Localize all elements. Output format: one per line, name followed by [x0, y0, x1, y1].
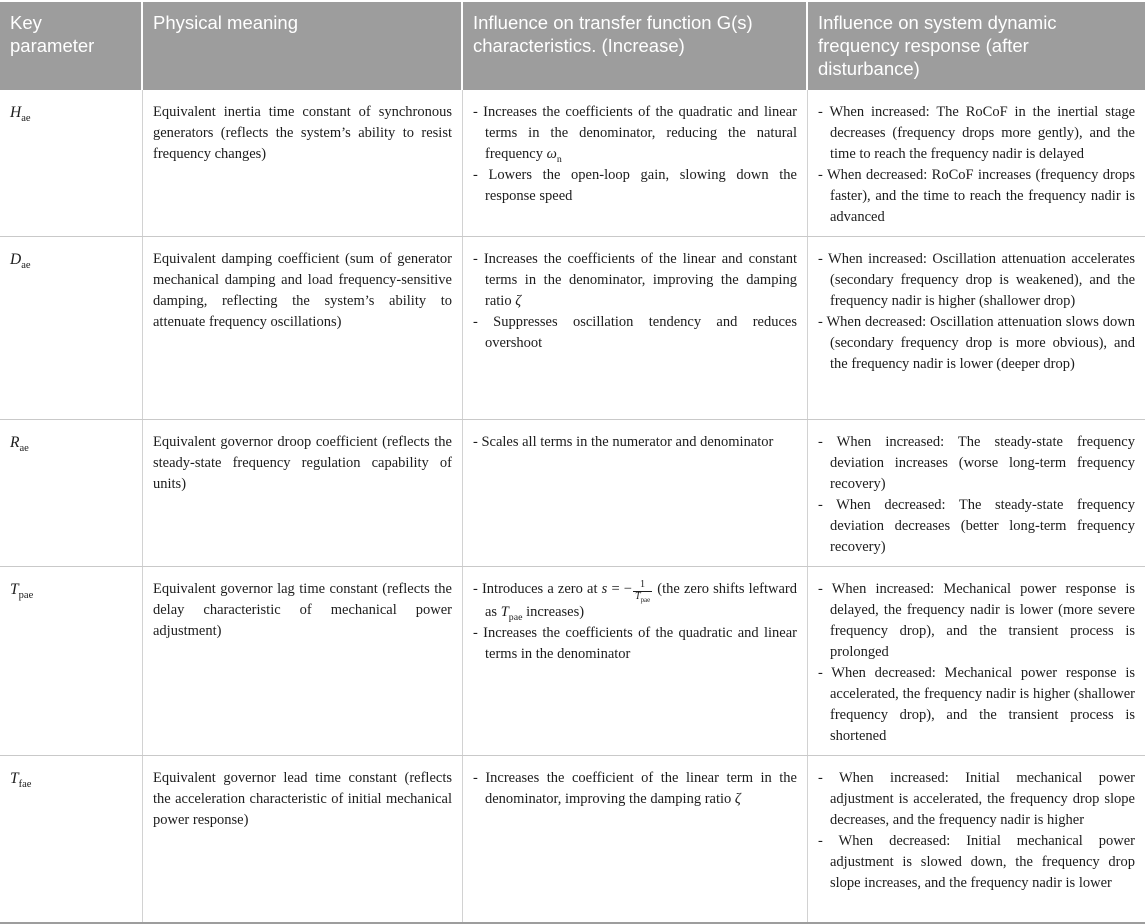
param-cell	[0, 567, 143, 755]
table-row-hae	[0, 90, 1145, 237]
parameter-table	[0, 2, 1145, 924]
bullet-item: - When decreased: The steady-state frequency deviation decreases (better long-term frequency recovery)	[818, 497, 1135, 555]
bullet-item: - When decreased: Mechanical power response is accelerated, the frequency nadir is higher (shallower frequency drop), and the transient process is shortened	[818, 665, 1135, 744]
response-cell	[808, 237, 1145, 419]
response-cell	[808, 567, 1145, 755]
meaning-cell: Equivalent damping coefficient (sum of generator mechanical damping and load frequency-sensitive damping, reflecting the system’s ability to attenuate frequency oscillations)	[143, 237, 463, 419]
param-cell	[0, 756, 143, 922]
transfer-cell	[463, 237, 808, 419]
response-cell	[808, 90, 1145, 236]
table-row-tfae	[0, 756, 1145, 922]
table-header-row	[0, 2, 1145, 90]
header-physical-meaning: Physical meaning	[143, 2, 463, 90]
bullet-item: - Lowers the open-loop gain, slowing down the response speed	[473, 167, 797, 204]
bullet-item: - Increases the coefficients of the quadratic and linear terms in the denominator	[473, 625, 797, 663]
table-body	[0, 90, 1145, 924]
meaning-cell: Equivalent inertia time constant of synchronous generators (reflects the system’s ability to resist frequency changes)	[143, 90, 463, 236]
bullet-item: - When increased: Initial mechanical power adjustment is accelerated, the frequency drop slope decreases, and the frequency nadir is higher	[818, 770, 1135, 828]
header-key-parameter: Key parameter	[0, 2, 143, 90]
bullet-item: - Scales all terms in the numerator and denominator	[473, 434, 774, 450]
bullet-item: - When increased: Mechanical power response is delayed, the frequency nadir is lower (more severe frequency drop), and the transient process is prolonged	[818, 581, 1135, 660]
meaning-cell: Equivalent governor lead time constant (reflects the acceleration characteristic of initial mechanical power response)	[143, 756, 463, 922]
bullet-item: - Increases the coefficients of the quadratic and linear terms in the denominator, reducing the natural frequency $\omega_n$	[473, 104, 797, 165]
bullet-item: - Suppresses oscillation tendency and reduces overshoot	[473, 314, 797, 351]
bullet-item: - When increased: The steady-state frequency deviation increases (worse long-term frequency recovery)	[818, 434, 1135, 492]
param-label: $D_{ae}$	[10, 251, 31, 272]
header-transfer-function-influence: Influence on transfer function G(s) characteristics. (Increase)	[463, 2, 808, 90]
table-row-rae	[0, 420, 1145, 567]
bullet-item: - Increases the coefficient of the linear term in the denominator, improving the damping ratio ζ	[473, 770, 797, 807]
table-row-dae	[0, 237, 1145, 420]
param-cell	[0, 237, 143, 419]
param-cell	[0, 90, 143, 236]
transfer-cell	[463, 90, 808, 236]
param-label: $T_{pae}$	[10, 581, 34, 602]
header-frequency-response-influence: Influence on system dynamic frequency response (after disturbance)	[808, 2, 1145, 90]
bullet-item: - When decreased: RoCoF increases (frequency drops faster), and the time to reach the frequency nadir is advanced	[818, 167, 1135, 225]
param-label: $H_{ae}$	[10, 104, 31, 125]
transfer-cell	[463, 756, 808, 922]
bullet-item: - When decreased: Oscillation attenuation slows down (secondary frequency drop is more obvious), and the frequency nadir is lower (deeper drop)	[818, 314, 1135, 372]
bullet-item: - Introduces a zero at s = − $\frac{1}{T_{pae}}$ (the zero shifts leftward as $T_{pae}$ increases)	[473, 578, 797, 624]
bullet-item: - When decreased: Initial mechanical power adjustment is slowed down, the frequency drop slope increases, and the frequency nadir is lower	[818, 833, 1135, 891]
bullet-item: - Increases the coefficients of the linear and constant terms in the denominator, improving the damping ratio ζ	[473, 251, 797, 309]
param-label: $T_{fae}$	[10, 770, 32, 791]
param-cell	[0, 420, 143, 566]
param-label: $R_{ae}$	[10, 434, 29, 455]
meaning-cell: Equivalent governor droop coefficient (reflects the steady-state frequency regulation capability of units)	[143, 420, 463, 566]
transfer-cell	[463, 567, 808, 755]
table-row-tpae	[0, 567, 1145, 756]
response-cell	[808, 756, 1145, 922]
bullet-item: - When increased: Oscillation attenuation accelerates (secondary frequency drop is weakened), and the frequency nadir is higher (shallower drop)	[818, 251, 1135, 309]
transfer-cell	[463, 420, 808, 566]
meaning-cell: Equivalent governor lag time constant (reflects the delay characteristic of mechanical power adjustment)	[143, 567, 463, 755]
bullet-item: - When increased: The RoCoF in the inertial stage decreases (frequency drops more gently), and the time to reach the frequency nadir is delayed	[818, 104, 1135, 162]
response-cell	[808, 420, 1145, 566]
